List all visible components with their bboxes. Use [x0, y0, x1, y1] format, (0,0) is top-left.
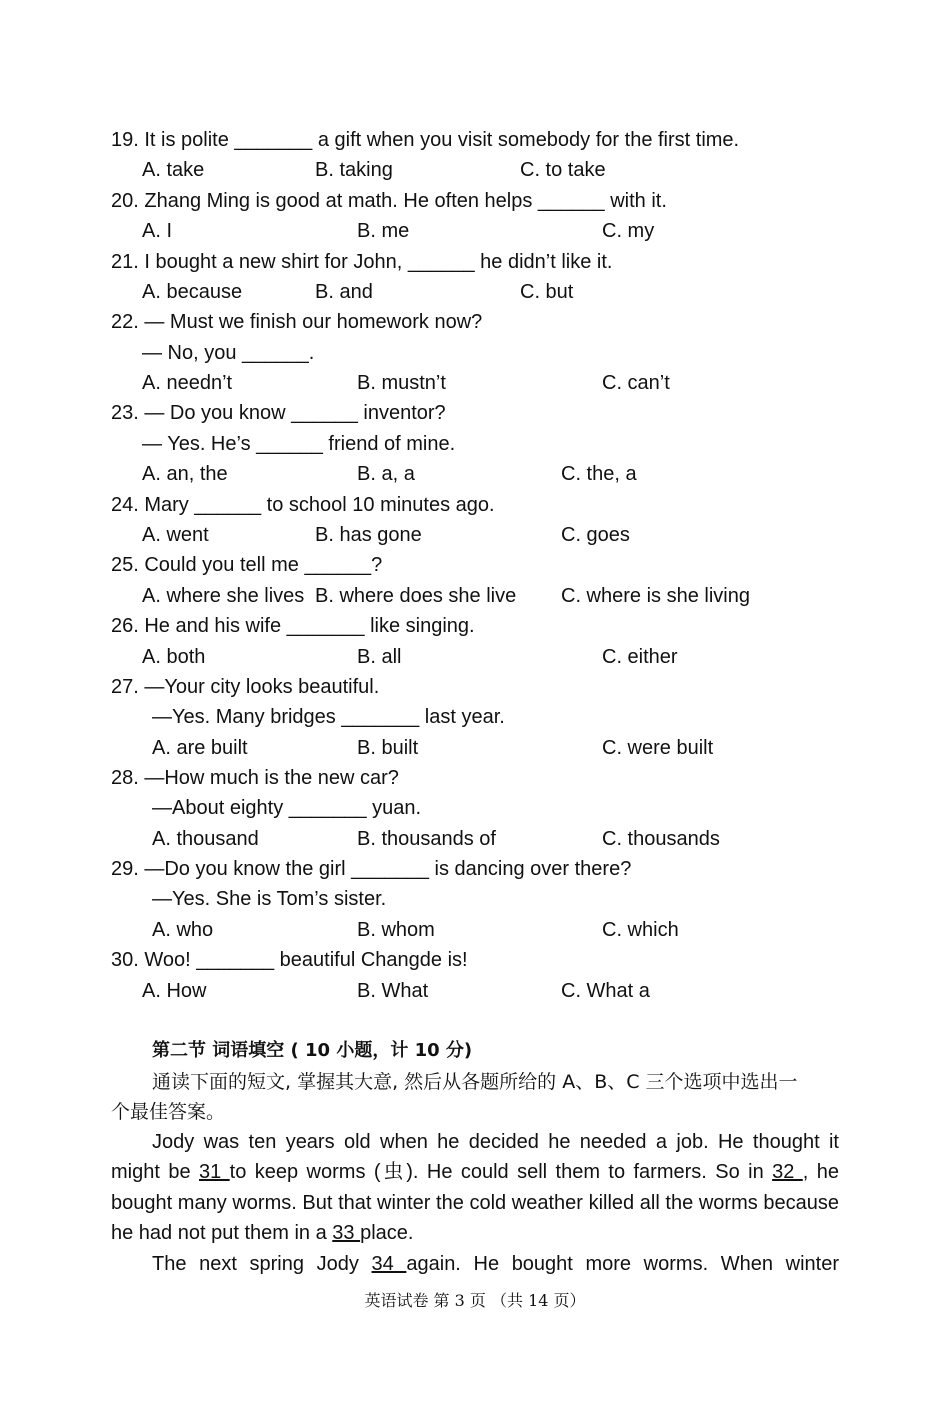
- question-28-response: —About eighty _______ yuan.: [152, 797, 422, 819]
- question-19-option-b: B. taking: [315, 159, 393, 181]
- question-30-option-a: A. How: [142, 980, 207, 1002]
- blank-33[interactable]: 33: [332, 1222, 361, 1245]
- question-30-option-c: C. What a: [561, 980, 650, 1002]
- question-24-option-a: A. went: [142, 524, 209, 546]
- question-29-stem: 29. —Do you know the girl _______ is dancing over there?: [111, 858, 632, 880]
- question-25-option-b: B. where does she live: [315, 585, 517, 607]
- passage-text: to keep worms (虫). He could sell them to farmers. So in: [229, 1161, 773, 1184]
- question-27-option-c: C. were built: [602, 737, 714, 759]
- question-29-response: —Yes. She is Tom’s sister.: [152, 888, 387, 910]
- question-19-option-a: A. take: [142, 159, 205, 181]
- blank-31[interactable]: 31: [199, 1161, 230, 1184]
- question-19-stem: 19. It is polite _______ a gift when you visit somebody for the first time.: [111, 129, 740, 151]
- question-28-option-c: C. thousands: [602, 828, 720, 850]
- question-21-stem: 21. I bought a new shirt for John, ______ he didn’t like it.: [111, 251, 613, 273]
- question-23-stem: 23. — Do you know ______ inventor?: [111, 402, 446, 424]
- question-20-option-b: B. me: [357, 220, 410, 242]
- question-23-option-c: C. the, a: [561, 463, 637, 485]
- question-22-option-c: C. can’t: [602, 372, 670, 394]
- question-25-stem: 25. Could you tell me ______?: [111, 554, 383, 576]
- passage-text: place.: [360, 1222, 414, 1245]
- question-27-response: —Yes. Many bridges _______ last year.: [152, 706, 505, 728]
- question-28-stem: 28. —How much is the new car?: [111, 767, 399, 789]
- section-2-instruction-line-1: 通读下面的短文, 掌握其大意, 然后从各题所给的 A、B、C 三个选项中选出一: [152, 1071, 798, 1093]
- question-29-option-c: C. which: [602, 919, 679, 941]
- blank-34[interactable]: 34: [371, 1253, 407, 1275]
- question-30-stem: 30. Woo! _______ beautiful Changde is!: [111, 949, 468, 971]
- question-20-stem: 20. Zhang Ming is good at math. He often helps ______ with it.: [111, 190, 667, 212]
- passage-paragraph-1: [111, 1127, 839, 1249]
- section-2-instruction-line-2: 个最佳答案。: [111, 1101, 226, 1123]
- question-27-option-b: B. built: [357, 737, 419, 759]
- question-28-option-b: B. thousands of: [357, 828, 496, 850]
- question-27-option-a: A. are built: [152, 737, 248, 759]
- question-27-stem: 27. —Your city looks beautiful.: [111, 676, 380, 698]
- section-2-title: 第二节 词语填空 ( 10 小题，计 10 分): [152, 1040, 473, 1061]
- question-22-response: — No, you ______.: [142, 342, 315, 364]
- question-29-option-b: B. whom: [357, 919, 435, 941]
- question-26-option-c: C. either: [602, 646, 678, 668]
- passage-text: The next spring Jody: [152, 1253, 372, 1275]
- question-20-option-a: A. I: [142, 220, 173, 242]
- question-24-option-b: B. has gone: [315, 524, 422, 546]
- page-footer: 英语试卷 第 3 页 （共 14 页）: [364, 1291, 586, 1310]
- question-21-option-b: B. and: [315, 281, 373, 303]
- question-22-stem: 22. — Must we finish our homework now?: [111, 311, 483, 333]
- question-24-option-c: C. goes: [561, 524, 630, 546]
- passage-paragraph-2: [111, 1249, 839, 1279]
- passage-text: again. He bought more worms. When winter: [406, 1253, 839, 1275]
- passage-text: Jody was ten years old when he decided he needed a job. He thought it might be: [111, 1131, 839, 1184]
- question-28-option-a: A. thousand: [152, 828, 259, 850]
- question-24-stem: 24. Mary ______ to school 10 minutes ago.: [111, 494, 495, 516]
- question-26-stem: 26. He and his wife _______ like singing.: [111, 615, 475, 637]
- question-22-option-b: B. mustn’t: [357, 372, 446, 394]
- question-25-option-c: C. where is she living: [561, 585, 750, 607]
- question-23-option-a: A. an, the: [142, 463, 228, 485]
- question-23-response: — Yes. He’s ______ friend of mine.: [142, 433, 456, 455]
- question-19-option-c: C. to take: [520, 159, 606, 181]
- question-21-option-c: C. but: [520, 281, 574, 303]
- question-20-option-c: C. my: [602, 220, 655, 242]
- question-22-option-a: A. needn’t: [142, 372, 233, 394]
- question-26-option-b: B. all: [357, 646, 402, 668]
- question-30-option-b: B. What: [357, 980, 429, 1002]
- question-21-option-a: A. because: [142, 281, 243, 303]
- passage-text: , he bought many worms. But that winter the cold weather killed all the worms because he had not put them in a: [111, 1161, 840, 1245]
- blank-32[interactable]: 32: [772, 1161, 803, 1184]
- question-23-option-b: B. a, a: [357, 463, 415, 485]
- question-25-option-a: A. where she lives: [142, 585, 305, 607]
- question-29-option-a: A. who: [152, 919, 214, 941]
- question-26-option-a: A. both: [142, 646, 206, 668]
